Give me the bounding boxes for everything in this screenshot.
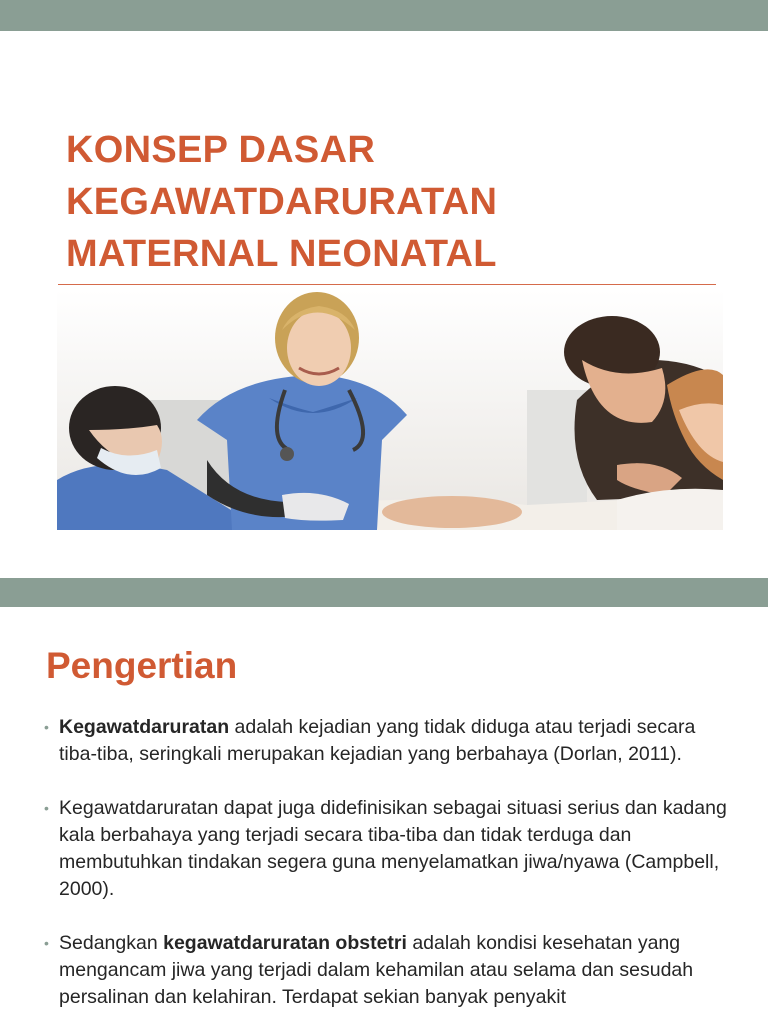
bullet-text: Kegawatdaruratan dapat juga didefinisikan sebagai situasi serius dan kadang kala berbahaya yang terjadi secara tiba-tiba dan tidak terduga dan membutuhkan tindakan segera guna menyelamatkan jiwa/nyawa (Campbell, 2000). xyxy=(59,797,727,900)
bullet-bold-term: kegawatdaruratan obstetri xyxy=(163,932,407,954)
slide-title xyxy=(66,124,716,280)
bullet-dot-icon: • xyxy=(44,800,49,816)
slide-header-bar xyxy=(0,0,768,31)
title-divider xyxy=(58,284,716,285)
title-line-3: MATERNAL NEONATAL xyxy=(66,233,497,275)
bullet-text: adalah kondisi kesehatan yang mengancam jiwa yang terjadi dalam kehamilan atau selama dan sesudah persalinan dan kelahiran. Terdapat sekian banyak penyakit xyxy=(59,932,694,1008)
title-line-2: KEGAWATDARURATAN xyxy=(66,181,498,223)
bullet-dot-icon: • xyxy=(44,935,49,951)
slide-heading: Pengertian xyxy=(46,645,238,686)
bullet-bold-term: Kegawatdaruratan xyxy=(59,716,230,738)
title-line-1: KONSEP DASAR xyxy=(66,129,376,171)
bullet-text-pre: Sedangkan xyxy=(59,932,164,954)
medical-team-photo xyxy=(57,290,723,530)
bullet-item xyxy=(44,930,734,1011)
bullet-list xyxy=(44,714,734,1024)
bullet-item xyxy=(44,795,734,903)
bullet-item xyxy=(44,714,734,768)
bullet-dot-icon: • xyxy=(44,719,49,735)
bullet-text: adalah kejadian yang tidak diduga atau terjadi secara tiba-tiba, seringkali merupakan kejadian yang berbahaya (Dorlan, 2011). xyxy=(59,716,696,765)
slide-header-bar xyxy=(0,578,768,607)
definition-slide xyxy=(0,578,768,1024)
